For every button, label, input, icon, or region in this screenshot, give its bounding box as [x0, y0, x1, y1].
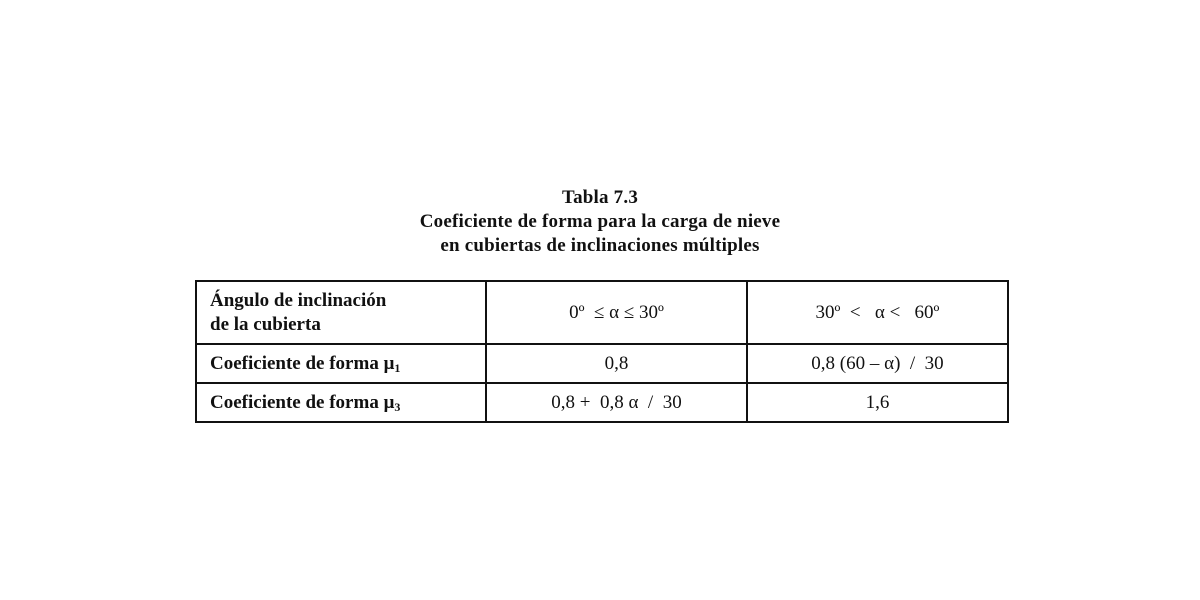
table-title-line-2: en cubiertas de inclinaciones múltiples [440, 235, 760, 256]
header-label-line-1: Ángulo de inclinación [210, 289, 387, 311]
row-label: Coeficiente de forma μ [210, 352, 395, 374]
row-label-subscript: 3 [394, 399, 401, 414]
table-number: Tabla 7.3 [561, 187, 639, 208]
header-range-1: 0º ≤ α ≤ 30º [486, 281, 747, 344]
row-label-subscript: 1 [394, 360, 401, 375]
row-value-1: 0,8 [486, 344, 747, 383]
header-range-2: 30º < α < 60º [747, 281, 1008, 344]
table-caption [0, 186, 1200, 258]
row-label: Coeficiente de forma μ [210, 391, 395, 413]
row-value-1: 0,8 + 0,8 α / 30 [486, 383, 747, 422]
header-label-line-2: de la cubierta [210, 313, 321, 335]
table-row [196, 383, 1008, 422]
table-title-line-1: Coeficiente de forma para la carga de nieve [419, 211, 781, 232]
row-value-2: 0,8 (60 – α) / 30 [747, 344, 1008, 383]
row-label-cell [196, 344, 486, 383]
row-value-2: 1,6 [747, 383, 1008, 422]
header-label-cell [196, 281, 486, 344]
table-row [196, 344, 1008, 383]
table-header-row [196, 281, 1008, 344]
snow-load-coefficient-table [195, 280, 1009, 423]
row-label-cell [196, 383, 486, 422]
